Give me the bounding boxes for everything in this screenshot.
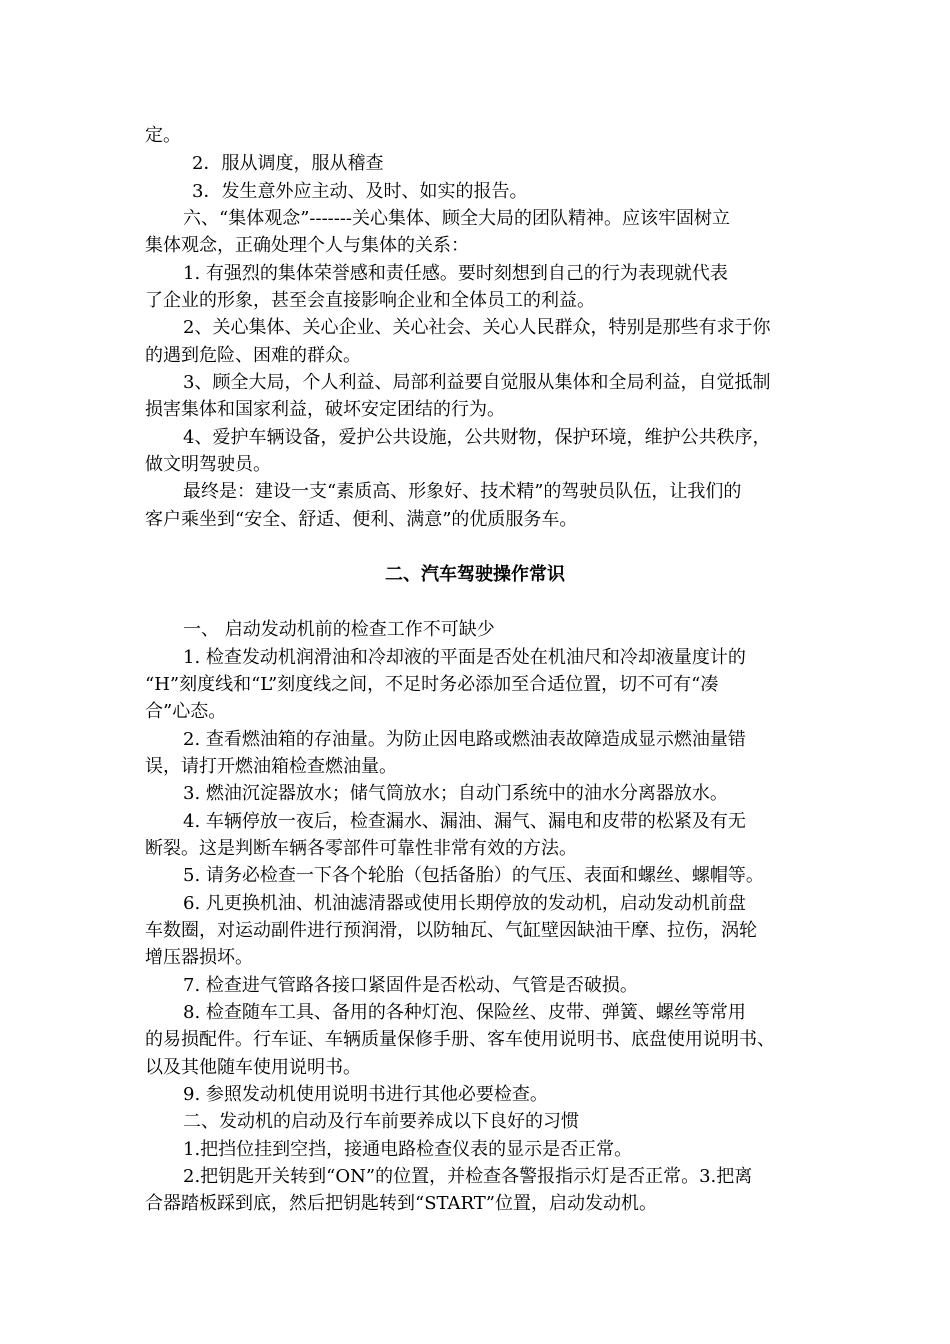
section-heading: 二、汽车驾驶操作常识: [385, 564, 565, 585]
text-line: 车数圈，对运动副件进行预润滑，以防轴瓦、气缸壁因缺油干摩、拉伤，涡轮: [145, 920, 757, 941]
text-line: 的遇到危险、困难的群众。: [145, 345, 361, 366]
text-line: 定。: [145, 125, 181, 146]
text-line: 6. 凡更换机油、机油滤清器或使用长期停放的发动机，启动发动机前盘: [183, 893, 746, 914]
text-line: 5. 请务必检查一下各个轮胎（包括备胎）的气压、表面和螺丝、螺帽等。: [183, 865, 764, 886]
text-line: 3. 燃油沉淀器放水；储气筒放水；自动门系统中的油水分离器放水。: [183, 783, 728, 804]
text-line: 断裂。这是判断车辆各零部件可靠性非常有效的方法。: [145, 838, 577, 859]
text-line: 3．发生意外应主动、及时、如实的报告。: [192, 181, 528, 202]
text-line: 六、“集体观念”-------关心集体、顾全大局的团队精神。应该牢固树立: [183, 208, 730, 229]
text-line: 3、顾全大局，个人利益、局部利益要自觉服从集体和全局利益，自觉抵制: [183, 372, 771, 393]
text-line: “H”刻度线和“L”刻度线之间，不足时务必添加至合适位置，切不可有“凑: [145, 674, 719, 695]
text-line: 8. 检查随车工具、备用的各种灯泡、保险丝、皮带、弹簧、螺丝等常用: [183, 1002, 746, 1023]
text-line: 1. 检查发动机润滑油和冷却液的平面是否处在机油尺和冷却液量度计的: [183, 647, 746, 668]
text-line: 2.把钥匙开关转到“ON”的位置，并检查各警报指示灯是否正常。3.把离: [183, 1166, 753, 1187]
text-line: 损害集体和国家利益，破坏安定团结的行为。: [145, 399, 505, 420]
text-line: 2. 查看燃油箱的存油量。为防止因电路或燃油表故障造成显示燃油量错: [183, 729, 746, 750]
text-line: 4. 车辆停放一夜后，检查漏水、漏油、漏气、漏电和皮带的松紧及有无: [183, 811, 746, 832]
text-line: 1. 有强烈的集体荣誉感和责任感。要时刻想到自己的行为表现就代表: [183, 263, 728, 284]
text-line: 合器踏板踩到底，然后把钥匙转到“START”位置，启动发动机。: [145, 1193, 657, 1214]
text-line: 一、 启动发动机前的检查工作不可缺少: [183, 619, 495, 640]
text-line: 9. 参照发动机使用说明书进行其他必要检查。: [183, 1084, 548, 1105]
text-line: 2、关心集体、关心企业、关心社会、关心人民群众，特别是那些有求于你: [183, 317, 771, 338]
text-line: 增压器损坏。: [145, 947, 253, 968]
text-line: 的易损配件。行车证、车辆质量保修手册、客车使用说明书、底盘使用说明书、: [145, 1029, 775, 1050]
text-line: 以及其他随车使用说明书。: [145, 1057, 361, 1078]
text-line: 2．服从调度，服从稽查: [192, 153, 384, 174]
text-line: 集体观念，正确处理个人与集体的关系：: [145, 235, 469, 256]
text-line: 误，请打开燃油箱检查燃油量。: [145, 756, 397, 777]
text-line: 做文明驾驶员。: [145, 454, 271, 475]
text-line: 1.把挡位挂到空挡，接通电路检查仪表的显示是否正常。: [183, 1139, 633, 1160]
text-line: 二、发动机的启动及行车前要养成以下良好的习惯: [183, 1111, 579, 1132]
text-line: 了企业的形象，甚至会直接影响企业和全体员工的利益。: [145, 290, 595, 311]
text-line: 4、爱护车辆设备，爱护公共设施，公共财物，保护环境，维护公共秩序，: [183, 427, 771, 448]
text-line: 7. 检查进气管路各接口紧固件是否松动、气管是否破损。: [183, 975, 638, 996]
text-line: 合”心态。: [145, 701, 227, 722]
text-line: 最终是：建设一支“素质高、形象好、技术精”的驾驶员队伍，让我们的: [183, 481, 742, 502]
text-line: 客户乘坐到“安全、舒适、便利、满意”的优质服务车。: [145, 509, 578, 530]
